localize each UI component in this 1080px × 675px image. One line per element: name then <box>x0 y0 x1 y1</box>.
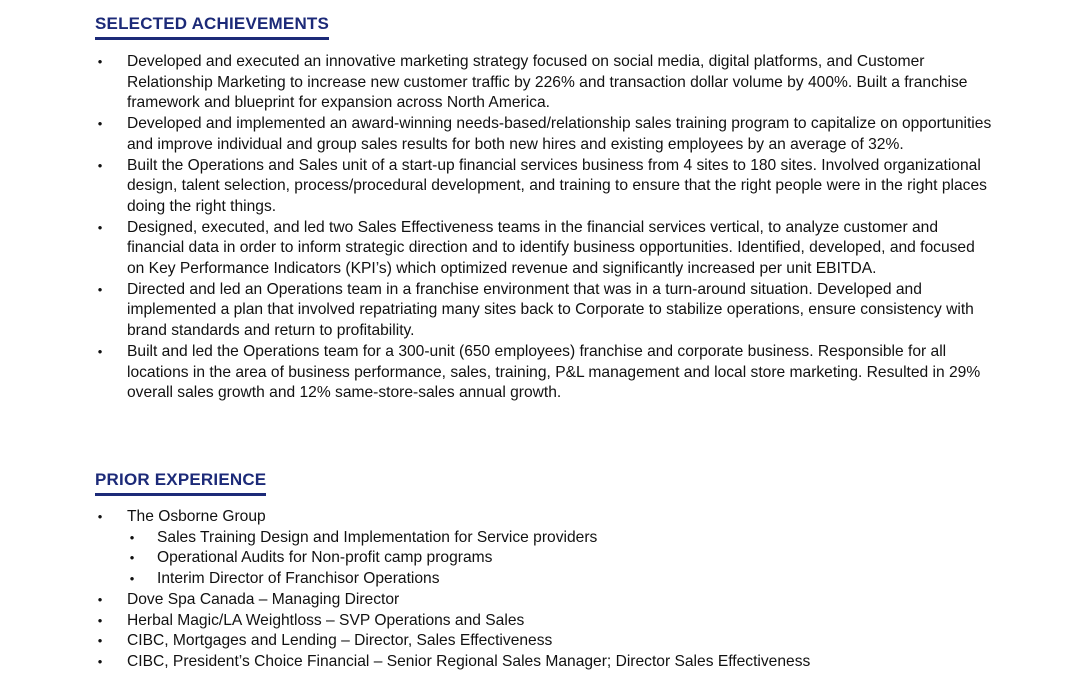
achievement-text: Built the Operations and Sales unit of a start-up financial services business from 4 sites to 180 sites. Involved organizational design, talent selection, process/procedural development, and training to ensure that the right people were in the right places doing the right things. <box>127 156 987 215</box>
list-item <box>95 652 995 673</box>
list-item <box>95 342 995 404</box>
experience-text: Dove Spa Canada – Managing Director <box>127 590 400 608</box>
experience-text: CIBC, President’s Choice Financial – Senior Regional Sales Manager; Director Sales Effectiveness <box>127 652 811 670</box>
sub-list-item <box>127 569 995 590</box>
prior-experience-list <box>95 507 995 673</box>
bullet-icon: • <box>97 633 103 649</box>
bullet-icon: • <box>97 157 103 173</box>
achievement-text: Directed and led an Operations team in a franchise environment that was in a turn-around situation. Developed and implemented a plan that involved repatriating many sites back to Corporate to stabilize operations, ensure consistency with brand standards and return to profitability. <box>127 280 974 340</box>
achievements-list <box>95 52 995 404</box>
section-title-selected-achievements: SELECTED ACHIEVEMENTS <box>95 14 329 40</box>
sub-experience-text: Interim Director of Franchisor Operations <box>157 570 440 588</box>
bullet-icon: • <box>97 343 103 359</box>
bullet-icon: • <box>129 550 135 566</box>
list-item-osborne-group <box>95 507 995 590</box>
osborne-sublist <box>127 528 995 590</box>
bullet-icon: • <box>129 529 135 545</box>
achievement-text: Developed and implemented an award-winning needs-based/relationship sales training program to capitalize on opportunities and improve individual and group sales results for both new hires and existing employees by an average of 32%. <box>127 115 992 153</box>
bullet-icon: • <box>97 219 103 235</box>
list-item <box>95 611 995 632</box>
bullet-icon: • <box>97 509 103 524</box>
list-item <box>95 114 995 155</box>
bullet-icon: • <box>97 281 103 297</box>
list-item <box>95 280 995 342</box>
experience-text: The Osborne Group <box>127 508 266 525</box>
bullet-icon: • <box>97 612 103 628</box>
bullet-icon: • <box>97 591 103 607</box>
section-title-prior-experience: PRIOR EXPERIENCE <box>95 470 266 496</box>
list-item <box>95 590 995 611</box>
list-item <box>95 218 995 280</box>
bullet-icon: • <box>97 653 103 669</box>
bullet-icon: • <box>97 54 103 69</box>
sub-list-item <box>127 528 995 549</box>
sub-list-item <box>127 548 995 569</box>
experience-text: CIBC, Mortgages and Lending – Director, Sales Effectiveness <box>127 632 553 650</box>
list-item <box>95 52 995 114</box>
bullet-icon: • <box>97 116 103 132</box>
sub-experience-text: Operational Audits for Non-profit camp programs <box>157 549 493 567</box>
sub-experience-text: Sales Training Design and Implementation for Service providers <box>157 528 598 546</box>
list-item <box>95 156 995 218</box>
experience-text: Herbal Magic/LA Weightloss – SVP Operations and Sales <box>127 611 525 629</box>
achievement-text: Designed, executed, and led two Sales Effectiveness teams in the financial services vertical, to analyze customer and financial data in order to inform strategic direction and to identify business opportunities. Identified, developed, and focused on Key Performance Indicators (KPI’s) which optimized revenue and significantly increased per unit EBITDA. <box>127 218 975 278</box>
achievement-text: Built and led the Operations team for a 300-unit (650 employees) franchise and corporate business. Responsible for all locations in the area of business performance, sales, training, P&L management and local store marketing. Resulted in 29% overall sales growth and 12% same-store-sales annual growth. <box>127 342 981 402</box>
achievement-text: Developed and executed an innovative marketing strategy focused on social media, digital platforms, and Customer Relationship Marketing to increase new customer traffic by 226% and transaction dollar volume by 400%. Built a franchise framework and blueprint for expansion across North America. <box>127 53 968 112</box>
list-item <box>95 631 995 652</box>
bullet-icon: • <box>129 571 135 587</box>
